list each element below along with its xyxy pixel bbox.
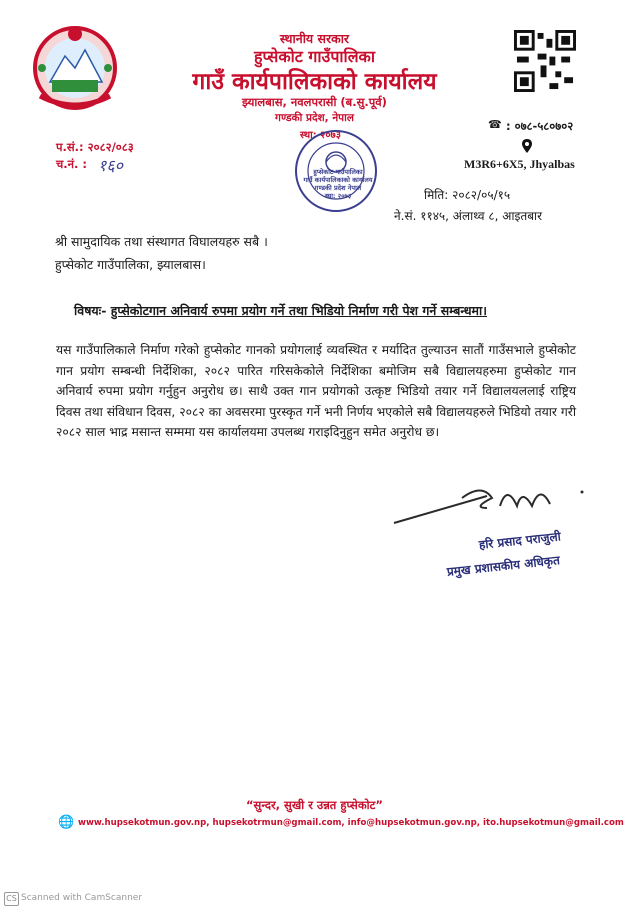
subject-text: हुप्सेकोटगान अनिवार्य रुपमा प्रयोग गर्ने तथा भिडियो निर्माण गरी पेश गर्ने सम्बन्धमा।: [110, 303, 487, 318]
dispatch-number-label: च.नं. :: [56, 157, 88, 171]
stamp-text-line: गण्डकी प्रदेश नेपाल: [314, 184, 362, 192]
subject-label: विषयः-: [74, 303, 107, 318]
signatory-name: हरि प्रसाद पराजुली: [478, 529, 562, 552]
municipality-name: हुप्सेकोट गाउँपालिका: [254, 47, 375, 66]
government-level: स्थानीय सरकार: [279, 31, 350, 46]
camscanner-logo-icon: CS: [4, 892, 19, 906]
qr-code: [514, 30, 576, 92]
stamp-text-line: गाउँ कार्यपालिकाको कार्यालय: [303, 176, 373, 184]
stamp-text-line: स्था: २०७३: [324, 192, 352, 200]
recipient-line-1: श्री सामुदायिक तथा संस्थागत विघालयहरु सबै ।: [55, 234, 268, 249]
footer-contacts: www.hupsekotmun.gov.np, hupsekotrmun@gmail.com, info@hupsekotmun.gov.np, ito.hupsekotmun@gmail.com: [78, 818, 624, 828]
dispatch-number-handwritten: १६०: [98, 156, 123, 175]
handwritten-signature: [392, 478, 592, 528]
phone-icon: ☎: [488, 118, 502, 131]
phone-number: : ०७८-५८०७०२: [506, 119, 574, 133]
established-year: स्था: २०७३: [300, 130, 341, 141]
footer-slogan: “सुन्दर, सुखी र उन्नत हुप्सेकोट”: [245, 798, 383, 812]
recipient-line-2: हुप्सेकोट गाउँपालिका, झ्यालबास।: [55, 257, 206, 272]
office-name: गाउँ कार्यपालिकाको कार्यालय: [192, 69, 437, 95]
stamp-text-block: [300, 168, 376, 200]
globe-icon: 🌐: [58, 815, 75, 830]
subject-line: [74, 302, 487, 319]
plus-code: M3R6+6X5, Jhyalbas: [464, 157, 575, 171]
scanner-watermark: Scanned with CamScanner: [21, 893, 143, 903]
stamp-text-line: हुप्सेकोट गाउँपालिका: [313, 168, 363, 176]
signatory-title: प्रमुख प्रशासकीय अधिकृत: [446, 553, 561, 579]
letter-body: यस गाउँपालिकाले निर्माण गरेको हुप्सेकोट गानको प्रयोगलाई व्यवस्थित र मर्यादित तुल्याउन सातौं गाउँसभाले हुप्सेकोट गान प्रयोग सम्बन्धी निर्देशिका, २०८२ पारित गरिसकेकोले निर्देशिका बमोजिम सबै विद्यालयहरुमा हुप्सेकोट गान अनिवार्य रुपमा प्रयोग गर्नुहुन अनुरोध छ। साथै उक्त गान प्रयोगको उत्कृष्ट भिडियो तयार गर्ने विद्यालयललाई राष्ट्रिय दिवस तथा संविधान दिवस, २०८२ का अवसरमा पुरस्कृत गर्ने भनी निर्णय भएकोले सबै विद्यालयहरुले भिडियो तयार गरी २०८२ साल भाद्र मसान्त सम्ममा यस कार्यालयमा उपलब्ध गराइदिनुहुन समेत अनुरोध छ।: [56, 343, 576, 439]
province-line: गण्डकी प्रदेश, नेपाल: [275, 112, 354, 124]
nepal-samvat-date: ने.सं. ११४५, अंलाथ्व ८, आइतबार: [394, 209, 543, 223]
office-address: झ्यालबास, नवलपरासी (ब.सु.पूर्व): [242, 95, 387, 109]
location-pin-icon: [522, 139, 532, 153]
reference-number: प.सं.: २०८२/०८३: [56, 140, 134, 154]
letter-date: मिति: २०८२/०५/१५: [424, 188, 511, 202]
